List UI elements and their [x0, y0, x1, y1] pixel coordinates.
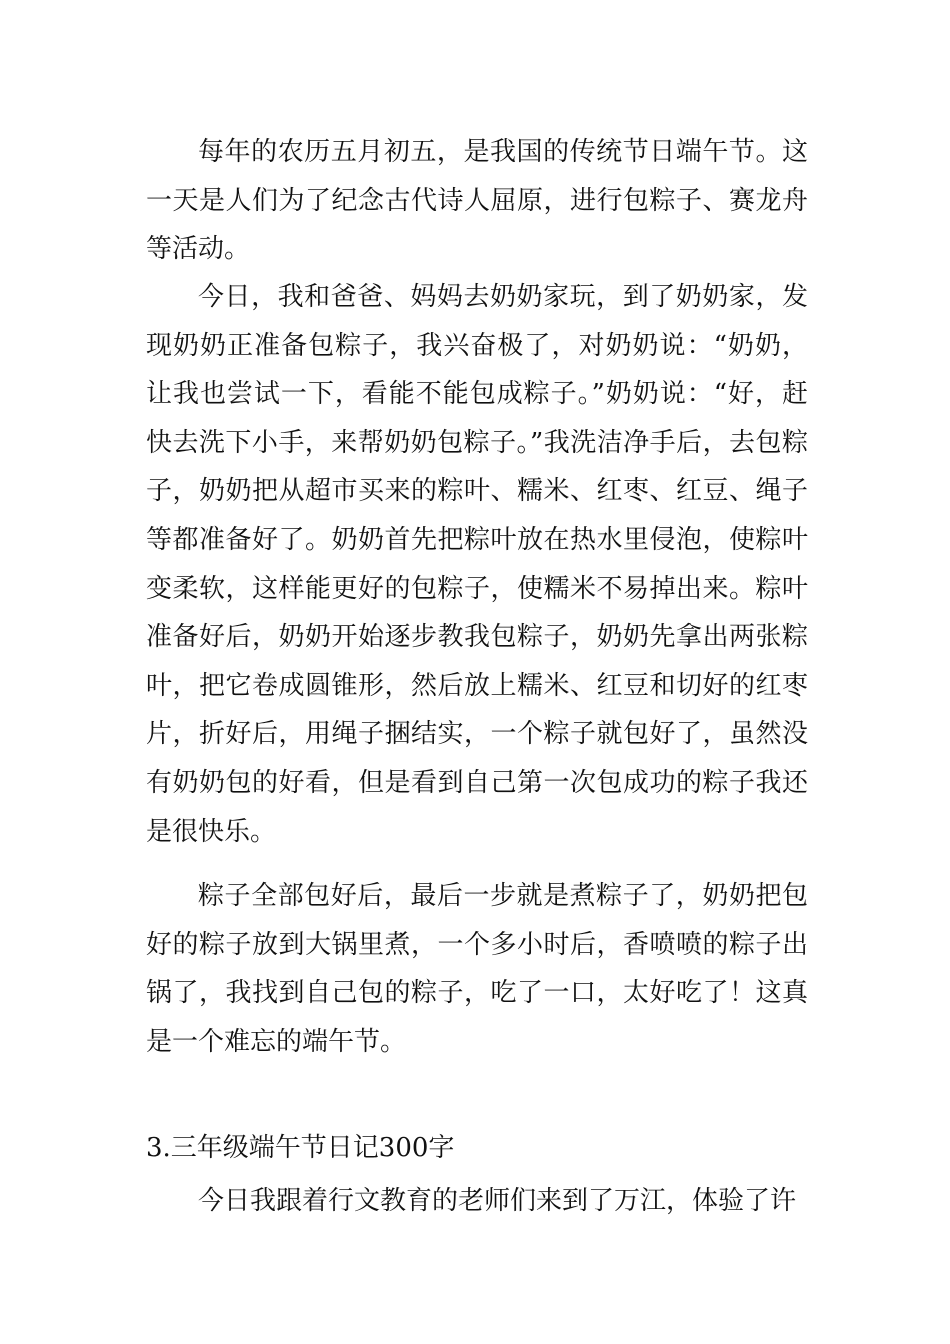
paragraph-making-zongzi: 今日，我和爸爸、妈妈去奶奶家玩，到了奶奶家，发现奶奶正准备包粽子，我兴奋极了，对奶奶说：“奶奶，让我也尝试一下，看能不能包成粽子。”奶奶说：“好，赶快去洗下小手，来帮奶奶包粽子。”我洗洁净手后，去包粽子，奶奶把从超市买来的粽叶、糯米、红枣、红豆、绳子等都准备好了。奶奶首先把粽叶放在热水里侵泡，使粽叶变柔软，这样能更好的包粽子，使糯米不易掉出来。粽叶准备好后，奶奶开始逐步教我包粽子，奶奶先拿出两张粽叶，把它卷成圆锥形，然后放上糯米、红豆和切好的红枣片，折好后，用绳子捆结实，一个粽子就包好了，虽然没有奶奶包的好看，但是看到自己第一次包成功的粽子我还是很快乐。 [146, 282, 808, 847]
section-heading: 3.三年级端午节日记300字 [146, 1133, 455, 1163]
paragraph-cooking-zongzi: 粽子全部包好后，最后一步就是煮粽子了，奶奶把包好的粽子放到大锅里煮，一个多小时后，香喷喷的粽子出锅了，我找到自己包的粽子，吃了一口，太好吃了！这真是一个难忘的端午节。 [146, 881, 808, 1057]
paragraph-intro: 每年的农历五月初五，是我国的传统节日端午节。这一天是人们为了纪念古代诗人屈原，进行包粽子、赛龙舟等活动。 [146, 137, 808, 265]
section-paragraph: 今日我跟着行文教育的老师们来到了万江，体验了许 [198, 1186, 797, 1216]
